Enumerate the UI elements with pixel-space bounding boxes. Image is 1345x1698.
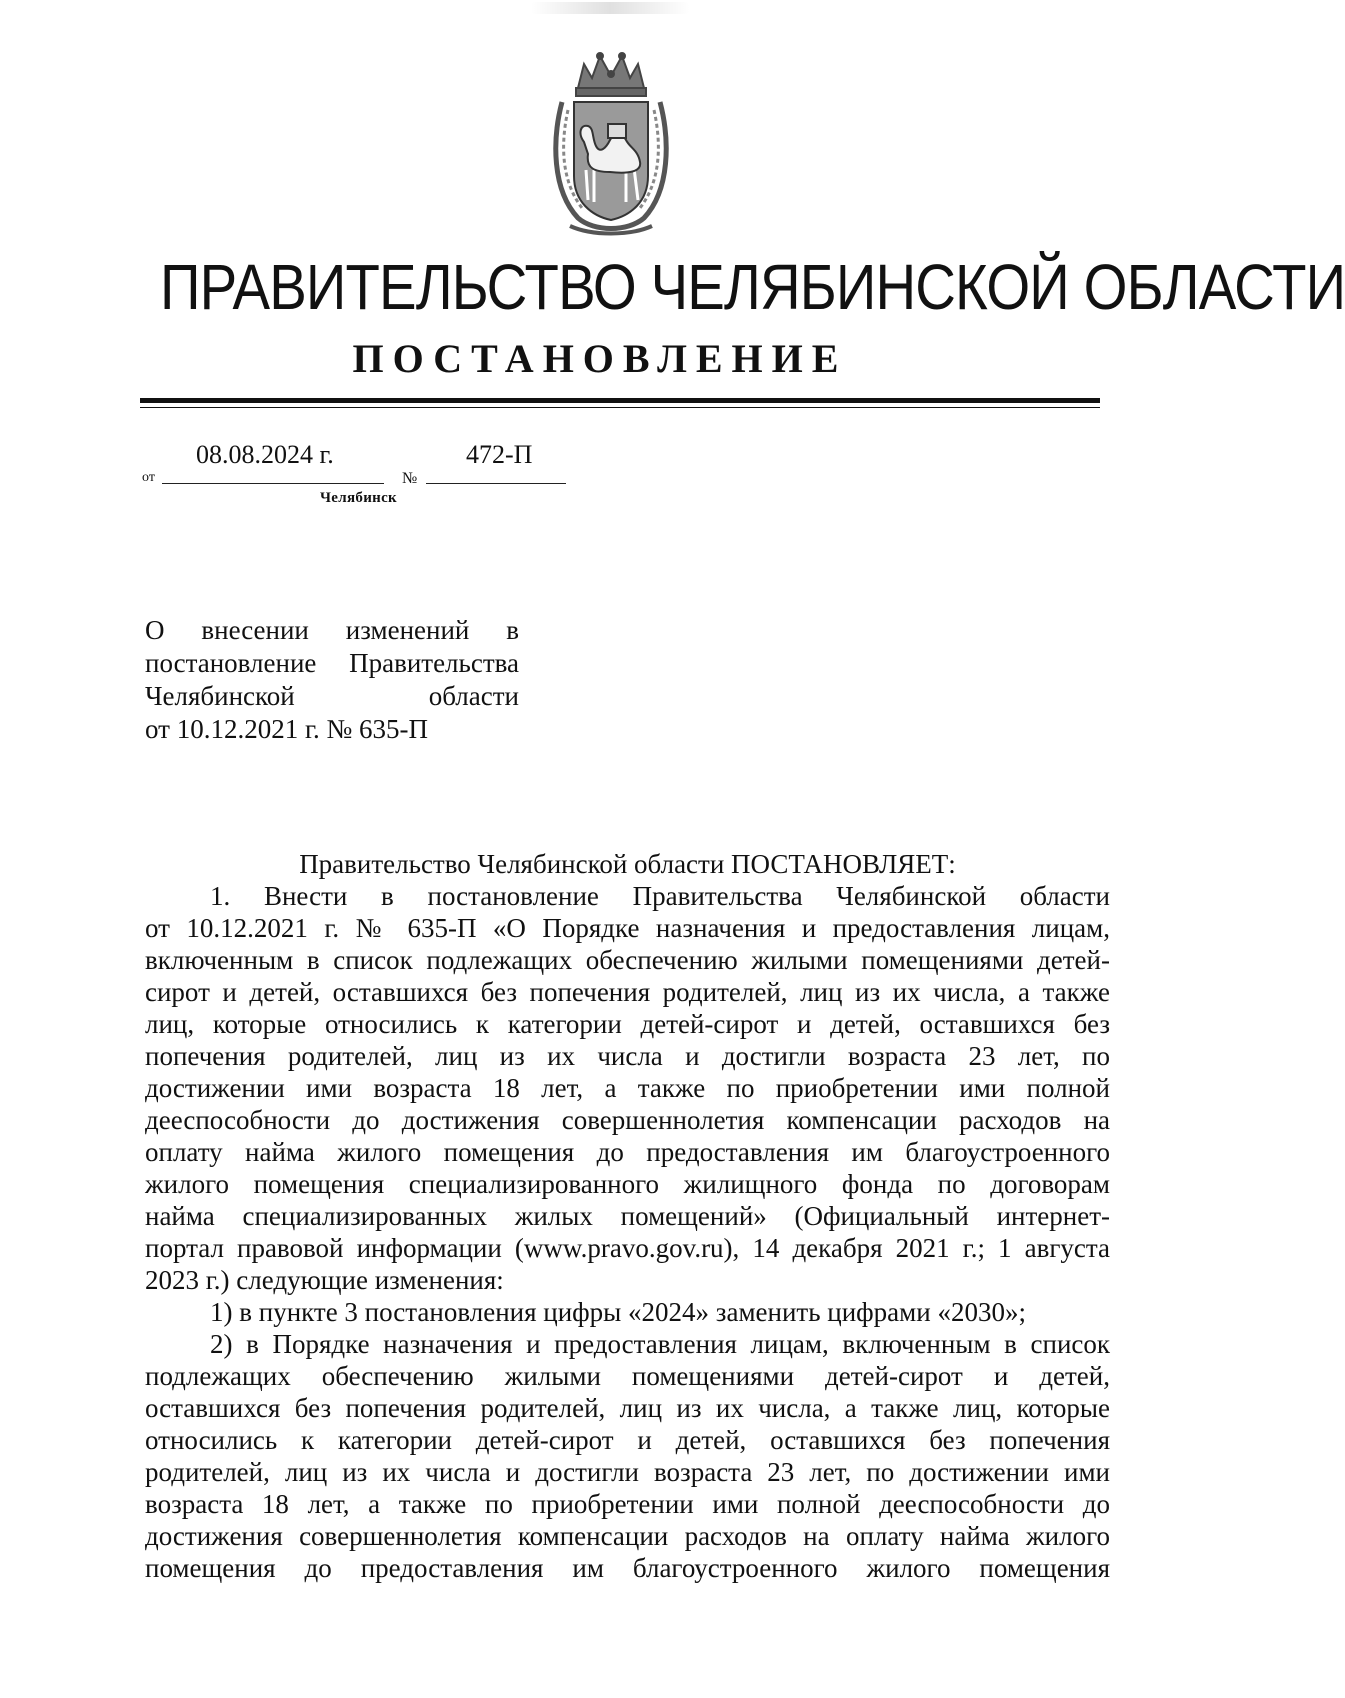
header-rule-thick [140,398,1100,403]
body-line: оплату найма жилого помещения до предоставления им благоустроенного [145,1137,1110,1167]
government-title: ПРАВИТЕЛЬСТВО ЧЕЛЯБИНСКОЙ ОБЛАСТИ [160,251,1345,323]
body-line: 2023 г.) следующие изменения: [145,1265,504,1295]
document-subject [145,614,519,746]
preamble-line: Правительство Челябинской области ПОСТАНОВЛЯЕТ: [299,849,956,879]
document-kind: ПОСТАНОВЛЕНИЕ [352,336,848,381]
body-line: попечения родителей, лиц из их числа и достигли возраста 23 лет, по [145,1041,1110,1071]
body-line: достижении ими возраста 18 лет, а также по приобретении ими полной [145,1073,1110,1103]
body-line: найма специализированных жилых помещений» (Официальный интернет- [145,1201,1110,1231]
number-underline [426,483,566,484]
subject-line: О внесении изменений в [145,615,519,645]
date-underline [162,483,384,484]
scan-artifact [530,2,690,14]
body-line: возраста 18 лет, а также по приобретении ими полной дееспособности до [145,1489,1110,1519]
body-line: оставшихся без попечения родителей, лиц из их числа, а также лиц, которые [145,1393,1110,1423]
body-line: жилого помещения специализированного жилищного фонда по договорам [145,1169,1110,1199]
number-label: № [402,470,418,487]
body-line: родителей, лиц из их числа и достигли возраста 23 лет, по достижении ими [145,1457,1110,1487]
subject-line: постановление Правительства [145,648,519,678]
body-line: достижения совершеннолетия компенсации расходов на оплату найма жилого [145,1521,1110,1551]
body-line: относились к категории детей-сирот и детей, оставшихся без попечения [145,1425,1110,1455]
coat-of-arms-icon [548,50,674,240]
document-body [145,848,1110,1584]
header-rule-thin [140,407,1100,408]
body-line: от 10.12.2021 г. № 635-П «О Порядке назначения и предоставления лицам, [145,913,1110,943]
body-line: включенным в список подлежащих обеспечению жилыми помещениями детей- [145,945,1110,975]
issue-city: Челябинск [320,490,397,506]
document-date: 08.08.2024 г. [196,440,334,469]
subject-line: от 10.12.2021 г. № 635-П [145,714,428,744]
body-line: портал правовой информации (www.pravo.gov.ru), 14 декабря 2021 г.; 1 августа [145,1233,1110,1263]
body-line: 1. Внести в постановление Правительства Челябинской области [210,881,1110,911]
body-line: подлежащих обеспечению жилыми помещениями детей-сирот и детей, [145,1361,1110,1391]
body-line: дееспособности до достижения совершеннолетия компенсации расходов на [145,1105,1110,1135]
date-label: от [142,470,155,485]
body-line: сирот и детей, оставшихся без попечения родителей, лиц из их числа, а также [145,977,1110,1007]
body-line: лиц, которые относились к категории детей-сирот и детей, оставшихся без [145,1009,1110,1039]
body-line: 1) в пункте 3 постановления цифры «2024» заменить цифрами «2030»; [210,1297,1026,1327]
document-number: 472-П [466,440,533,469]
subject-line: Челябинской области [145,681,519,711]
body-line: помещения до предоставления им благоустроенного жилого помещения [145,1553,1110,1583]
body-line: 2) в Порядке назначения и предоставления лицам, включенным в список [210,1329,1110,1359]
